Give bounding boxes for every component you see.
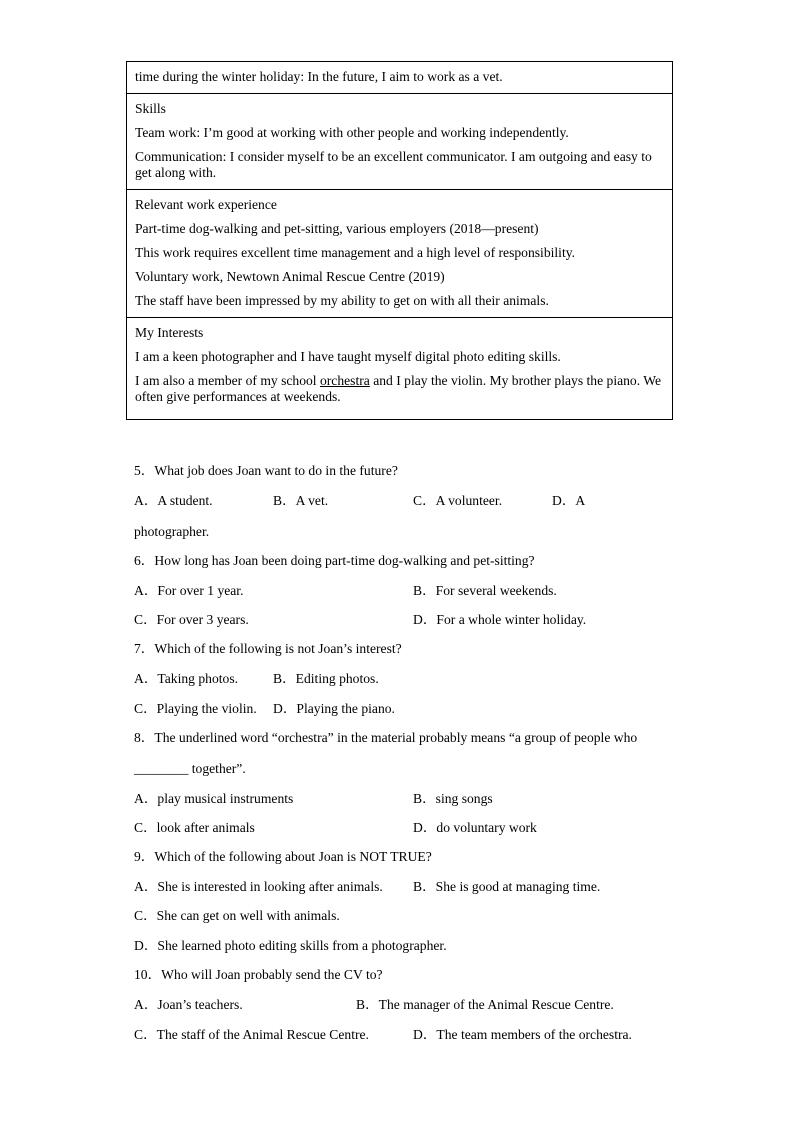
q6-option-a[interactable]: A．For over 1 year. (134, 583, 244, 598)
interests-line-2-pre: I am also a member of my school (135, 373, 320, 388)
q8-option-b[interactable]: B．sing songs (413, 791, 493, 806)
q10-option-d[interactable]: D．The team members of the orchestra. (413, 1027, 632, 1042)
question-8-stem-cont: ________ together”. (134, 761, 246, 776)
cv-interests-section (127, 317, 672, 419)
question-7-stem: 7．Which of the following is not Joan’s interest? (134, 641, 402, 656)
skills-communication: Communication: I consider myself to be an excellent communicator. I am outgoing and easy to get along with. (135, 149, 652, 180)
question-6-stem: 6．How long has Joan been doing part-time dog-walking and pet-sitting? (134, 553, 535, 568)
q10-option-c[interactable]: C．The staff of the Animal Rescue Centre. (134, 1027, 369, 1042)
q9-option-d[interactable]: D．She learned photo editing skills from a photographer. (134, 938, 447, 953)
q5-option-d-cont[interactable]: photographer. (134, 524, 210, 539)
interests-line-1: I am a keen photographer and I have taught myself digital photo editing skills. (135, 349, 561, 364)
q7-option-b[interactable]: B．Editing photos. (273, 671, 379, 686)
question-9-stem: 9．Which of the following about Joan is NOT TRUE? (134, 849, 432, 864)
q9-option-c[interactable]: C．She can get on well with animals. (134, 908, 340, 923)
skills-heading: Skills (135, 101, 166, 116)
q6-option-b[interactable]: B．For several weekends. (413, 583, 557, 598)
q5-option-a[interactable]: A．A student. (134, 493, 213, 508)
q9-option-a[interactable]: A．She is interested in looking after animals. (134, 879, 383, 894)
cv-experience-section (127, 189, 672, 317)
q8-option-d[interactable]: D．do voluntary work (413, 820, 537, 835)
question-8-stem: 8．The underlined word “orchestra” in the material probably means “a group of people who (134, 730, 638, 745)
cv-intro-line: time during the winter holiday: In the future, I aim to work as a vet. (135, 69, 503, 84)
cv-intro-section (127, 62, 672, 93)
q8-option-c[interactable]: C．look after animals (134, 820, 255, 835)
q6-option-d[interactable]: D．For a whole winter holiday. (413, 612, 587, 627)
q10-option-b[interactable]: B．The manager of the Animal Rescue Centre. (356, 997, 614, 1012)
question-10-stem: 10．Who will Joan probably send the CV to? (134, 967, 383, 982)
underlined-word-orchestra: orchestra (319, 373, 370, 388)
interests-line-2-post: and I play the violin. My brother plays the piano. We often give performances at weekends. (135, 373, 662, 404)
experience-line-2: This work requires excellent time management and a high level of responsibility. (135, 245, 576, 260)
q5-option-b[interactable]: B．A vet. (273, 493, 329, 508)
skills-teamwork: Team work: I’m good at working with other people and working independently. (135, 125, 569, 140)
cv-skills-section (127, 93, 672, 189)
interests-line-2 (135, 373, 664, 405)
question-5-stem: 5．What job does Joan want to do in the future? (134, 463, 398, 478)
q7-option-d[interactable]: D．Playing the piano. (273, 701, 395, 716)
q9-option-b[interactable]: B．She is good at managing time. (413, 879, 601, 894)
q5-option-c[interactable]: C．A volunteer. (413, 493, 503, 508)
experience-heading: Relevant work experience (135, 197, 277, 212)
cv-box (126, 61, 673, 420)
interests-heading: My Interests (135, 325, 204, 340)
experience-line-1: Part-time dog-walking and pet-sitting, various employers (2018—present) (135, 221, 539, 236)
q7-option-a[interactable]: A．Taking photos. (134, 671, 239, 686)
q7-option-c[interactable]: C．Playing the violin. (134, 701, 257, 716)
experience-line-3: Voluntary work, Newtown Animal Rescue Centre (2019) (135, 269, 445, 284)
q5-option-d[interactable]: D．A (552, 493, 586, 508)
q10-option-a[interactable]: A．Joan’s teachers. (134, 997, 243, 1012)
q8-option-a[interactable]: A．play musical instruments (134, 791, 294, 806)
q6-option-c[interactable]: C．For over 3 years. (134, 612, 249, 627)
experience-line-4: The staff have been impressed by my ability to get on with all their animals. (135, 293, 549, 308)
